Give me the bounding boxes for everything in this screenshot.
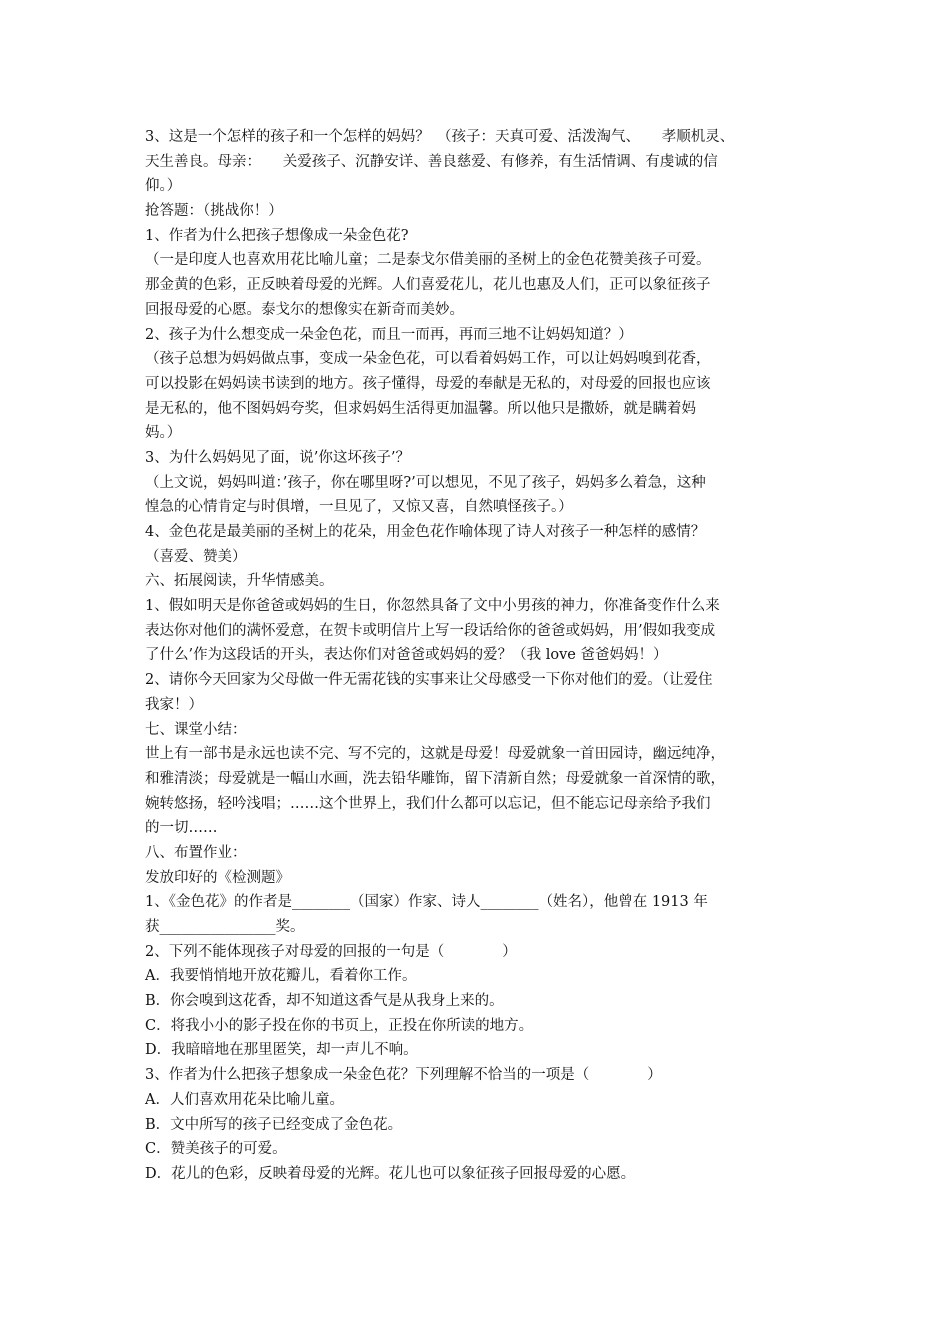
option-line: A．我要悄悄地开放花瓣儿，看着你工作。 [145, 968, 417, 985]
question-line: 2、下列不能体现孩子对母爱的回报的一句是（ ） [145, 943, 517, 960]
text-line: 妈。） [145, 425, 182, 442]
text-line: 表达你对他们的满怀爱意，在贺卡或明信片上写一段话给你的爸爸或妈妈，用’假如我变成 [145, 622, 716, 639]
option-line: C．赞美孩子的可爱。 [145, 1141, 287, 1158]
question-line: 1、假如明天是你爸爸或妈妈的生日，你忽然具备了文中小男孩的神力，你准备变作什么来 [145, 598, 720, 615]
text-line: 婉转悠扬，轻吟浅唱；……这个世界上，我们什么都可以忘记，但不能忘记母亲给予我们 [145, 795, 711, 812]
question-line: 4、金色花是最美丽的圣树上的花朵，用金色花作喻体现了诗人对孩子一种怎样的感情？ [145, 524, 706, 540]
question-line: 3、作者为什么把孩子想象成一朵金色花？下列理解不恰当的一项是（ ） [145, 1067, 662, 1084]
question-line: 3、为什么妈妈见了面，说’你这坏孩子’？ [145, 449, 410, 466]
text-line: 回报母爱的心愿。泰戈尔的想像实在新奇而美妙。 [145, 301, 464, 318]
text-line: 了什么’作为这段话的开头，表达你们对爸爸或妈妈的爱？（我 love 爸爸妈妈！） [145, 647, 668, 664]
question-line: 2、孩子为什么想变成一朵金色花，而且一而再，再而三地不让妈妈知道？） [145, 326, 633, 343]
section-heading: 六、拓展阅读，升华情感美。 [145, 573, 334, 590]
text-line: 那金黄的色彩，正反映着母爱的光辉。人们喜爱花儿，花儿也惠及人们，正可以象征孩子 [145, 277, 711, 294]
text-line: 的一切…… [145, 820, 218, 837]
text-line: 惶急的心情肯定与时俱增，一旦见了，又惊又喜，自然嗔怪孩子。） [145, 499, 573, 516]
section-heading: 七、课堂小结： [145, 721, 247, 738]
text-line: （上文说，妈妈叫道：’孩子，你在哪里呀?’可以想见，不见了孩子，妈妈多么着急，这种 [145, 474, 706, 491]
text-line: 仰。） [145, 178, 182, 195]
option-line: A．人们喜欢用花朵比喻儿童。 [145, 1091, 344, 1108]
text-line: 我家！） [145, 696, 203, 713]
text-line: （孩子总想为妈妈做点事，变成一朵金色花，可以看着妈妈工作，可以让妈妈嗅到花香， [145, 351, 711, 368]
section-heading: 抢答题：（挑战你！） [145, 203, 283, 220]
section-heading: 八、布置作业： [145, 844, 247, 861]
question-line: 1、作者为什么把孩子想像成一朵金色花? [145, 227, 409, 244]
question-line: 2、请你今天回家为父母做一件无需花钱的实事来让父母感受一下你对他们的爱。（让爱住 [145, 672, 713, 689]
text-line: 3、这是一个怎样的孩子和一个怎样的妈妈？ （孩子：天真可爱、活泼淘气、 孝顺机灵、 [145, 129, 735, 145]
option-line: B．文中所写的孩子已经变成了金色花。 [145, 1116, 403, 1133]
text-line: 可以投影在妈妈读书读到的地方。孩子懂得，母爱的奉献是无私的，对母爱的回报也应该 [145, 375, 711, 392]
option-line: B．你会嗅到这花香，却不知道这香气是从我身上来的。 [145, 993, 504, 1010]
text-line: （喜爱、赞美） [145, 548, 247, 565]
text-line: 和雅清淡；母爱就是一幅山水画，洗去铅华雕饰，留下清新自然；母爱就象一首深情的歌， [145, 770, 725, 787]
document-body [145, 125, 815, 1187]
text-line: 获________________奖。 [145, 919, 305, 935]
text-line: 发放印好的《检测题》 [145, 869, 290, 886]
text-line: 是无私的，他不图妈妈夸奖，但求妈妈生活得更加温馨。所以他只是撒娇，就是瞒着妈 [145, 400, 696, 417]
option-line: D．花儿的色彩，反映着母爱的光辉。花儿也可以象征孩子回报母爱的心愿。 [145, 1165, 636, 1182]
option-line: C．将我小小的影子投在你的书页上，正投在你所读的地方。 [145, 1017, 534, 1034]
question-line: 1、《金色花》的作者是________（国家）作家、诗人________（姓名），他曾在 1913 年 [145, 894, 708, 911]
text-line: （一是印度人也喜欢用花比喻儿童；二是泰戈尔借美丽的圣树上的金色花赞美孩子可爱。 [145, 252, 711, 269]
text-line: 世上有一部书是永远也读不完、写不完的，这就是母爱！母爱就象一首田园诗，幽远纯净， [145, 746, 725, 763]
option-line: D．我暗暗地在那里匿笑，却一声儿不响。 [145, 1042, 418, 1059]
text-line: 天生善良。母亲： 关爱孩子、沉静安详、善良慈爱、有修养，有生活情调、有虔诚的信 [145, 153, 718, 170]
